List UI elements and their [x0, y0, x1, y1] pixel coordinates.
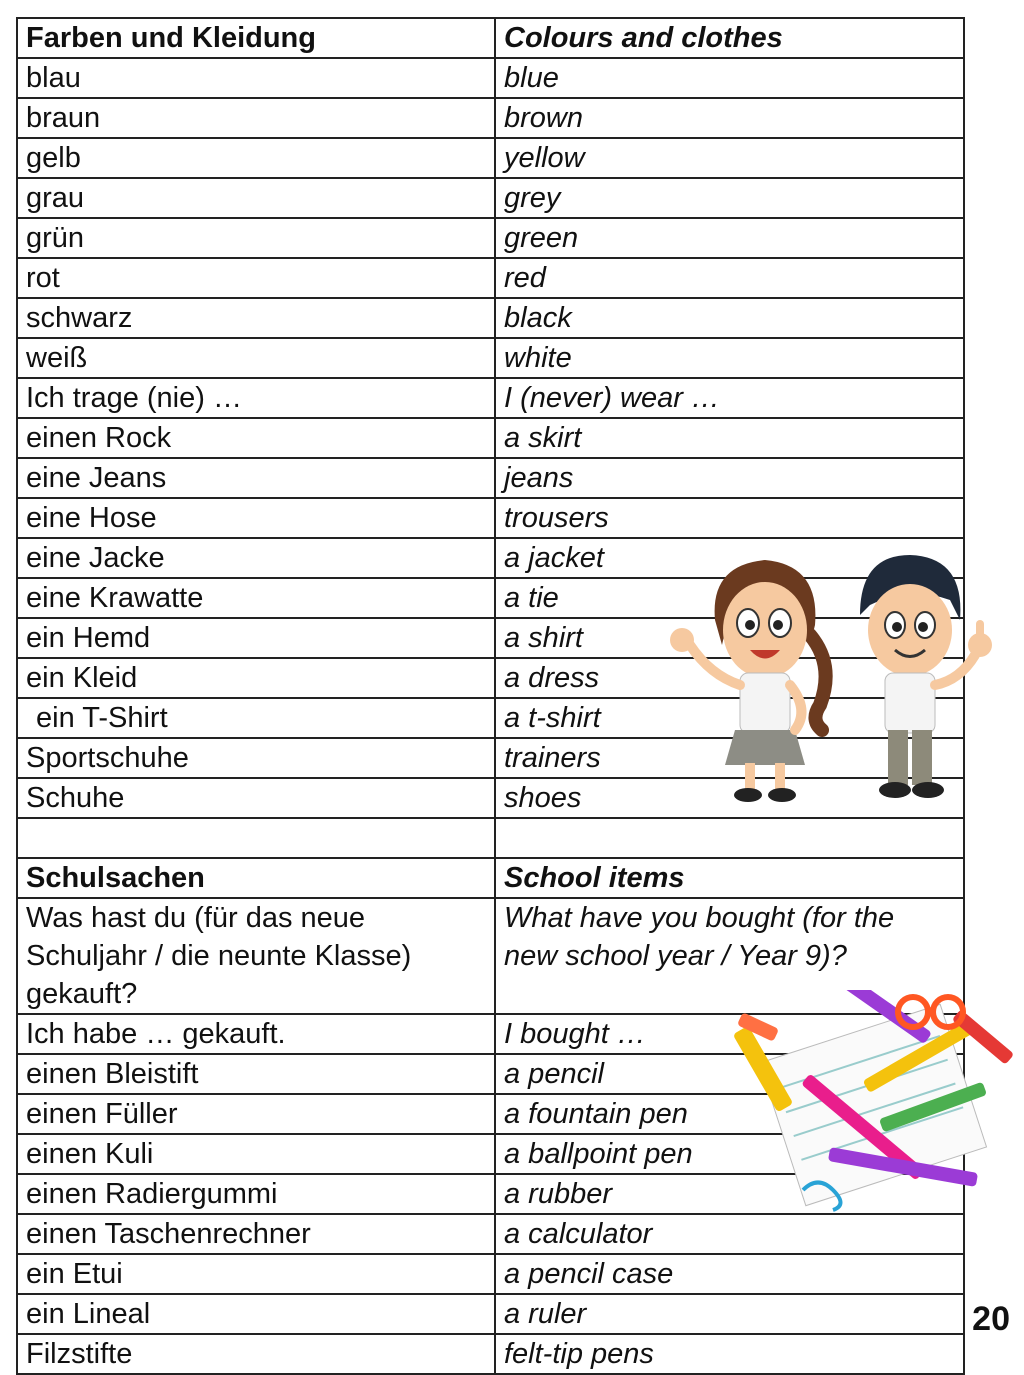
- word-de: gelb: [17, 138, 495, 178]
- word-de: einen Füller: [17, 1094, 495, 1134]
- word-en: trainers: [495, 738, 964, 778]
- word-en: trousers: [495, 498, 964, 538]
- word-en: black: [495, 298, 964, 338]
- word-de: Sportschuhe: [17, 738, 495, 778]
- table-row: [17, 138, 964, 178]
- word-de: blau: [17, 58, 495, 98]
- table-row: [17, 378, 964, 418]
- word-en: jeans: [495, 458, 964, 498]
- word-de: eine Krawatte: [17, 578, 495, 618]
- word-de: ein Hemd: [17, 618, 495, 658]
- word-de: ein Lineal: [17, 1294, 495, 1334]
- question-en: What have you bought (for the new school year / Year 9)?: [495, 898, 964, 1014]
- word-de: grau: [17, 178, 495, 218]
- table-row: [17, 178, 964, 218]
- word-de: braun: [17, 98, 495, 138]
- word-en: a rubber: [495, 1174, 964, 1214]
- word-en: shoes: [495, 778, 964, 818]
- table-row: [17, 338, 964, 378]
- table-row: [17, 258, 964, 298]
- word-de: weiß: [17, 338, 495, 378]
- boy-figure: [860, 555, 992, 798]
- word-en: red: [495, 258, 964, 298]
- word-de: Schuhe: [17, 778, 495, 818]
- word-en: a ballpoint pen: [495, 1134, 964, 1174]
- word-de: eine Hose: [17, 498, 495, 538]
- word-de: eine Jacke: [17, 538, 495, 578]
- word-en: a jacket: [495, 538, 964, 578]
- word-en: I (never) wear …: [495, 378, 964, 418]
- word-de: ein Etui: [17, 1254, 495, 1294]
- word-en: green: [495, 218, 964, 258]
- word-de: ein Kleid: [17, 658, 495, 698]
- word-de: Ich habe … gekauft.: [17, 1014, 495, 1054]
- word-en: yellow: [495, 138, 964, 178]
- word-de: einen Radiergummi: [17, 1174, 495, 1214]
- word-en: a fountain pen: [495, 1094, 964, 1134]
- cartoon-kids-illustration: [660, 545, 1005, 810]
- word-en: I bought …: [495, 1014, 964, 1054]
- word-en: grey: [495, 178, 964, 218]
- word-de: ein T-Shirt: [17, 698, 495, 738]
- word-en: a pencil case: [495, 1254, 964, 1294]
- word-en: a t-shirt: [495, 698, 964, 738]
- word-de: grün: [17, 218, 495, 258]
- table-row: [17, 1294, 964, 1334]
- school-supplies-illustration: [708, 990, 1024, 1220]
- word-en: a calculator: [495, 1214, 964, 1254]
- table-row: [17, 1214, 964, 1254]
- word-de: einen Kuli: [17, 1134, 495, 1174]
- table-row: [17, 218, 964, 258]
- word-de: rot: [17, 258, 495, 298]
- table-row-header-clothes: [17, 18, 964, 58]
- word-de: schwarz: [17, 298, 495, 338]
- word-en: blue: [495, 58, 964, 98]
- word-de: einen Rock: [17, 418, 495, 458]
- word-en: a tie: [495, 578, 964, 618]
- word-de: einen Taschenrechner: [17, 1214, 495, 1254]
- table-row-spacer: [17, 818, 964, 858]
- table-row: [17, 1254, 964, 1294]
- table-row: [17, 498, 964, 538]
- table-row: [17, 98, 964, 138]
- word-de: Filzstifte: [17, 1334, 495, 1374]
- word-en: brown: [495, 98, 964, 138]
- word-en: a skirt: [495, 418, 964, 458]
- header-en: School items: [495, 858, 964, 898]
- table-row: [17, 418, 964, 458]
- table-row: [17, 1334, 964, 1374]
- table-row: [17, 458, 964, 498]
- word-en: white: [495, 338, 964, 378]
- word-en: a ruler: [495, 1294, 964, 1334]
- page-number: 20: [972, 1300, 1010, 1338]
- table-row-header-school: [17, 858, 964, 898]
- header-en: Colours and clothes: [495, 18, 964, 58]
- word-en: a shirt: [495, 618, 964, 658]
- word-en: a pencil: [495, 1054, 964, 1094]
- word-en: a dress: [495, 658, 964, 698]
- word-en: felt-tip pens: [495, 1334, 964, 1374]
- table-row: [17, 298, 964, 338]
- question-de: Was hast du (für das neue Schuljahr / die neunte Klasse) gekauft?: [17, 898, 495, 1014]
- table-row: [17, 58, 964, 98]
- word-de: einen Bleistift: [17, 1054, 495, 1094]
- girl-figure: [670, 560, 826, 802]
- word-de: eine Jeans: [17, 458, 495, 498]
- header-de: Farben und Kleidung: [17, 18, 495, 58]
- header-de: Schulsachen: [17, 858, 495, 898]
- word-de: Ich trage (nie) …: [17, 378, 495, 418]
